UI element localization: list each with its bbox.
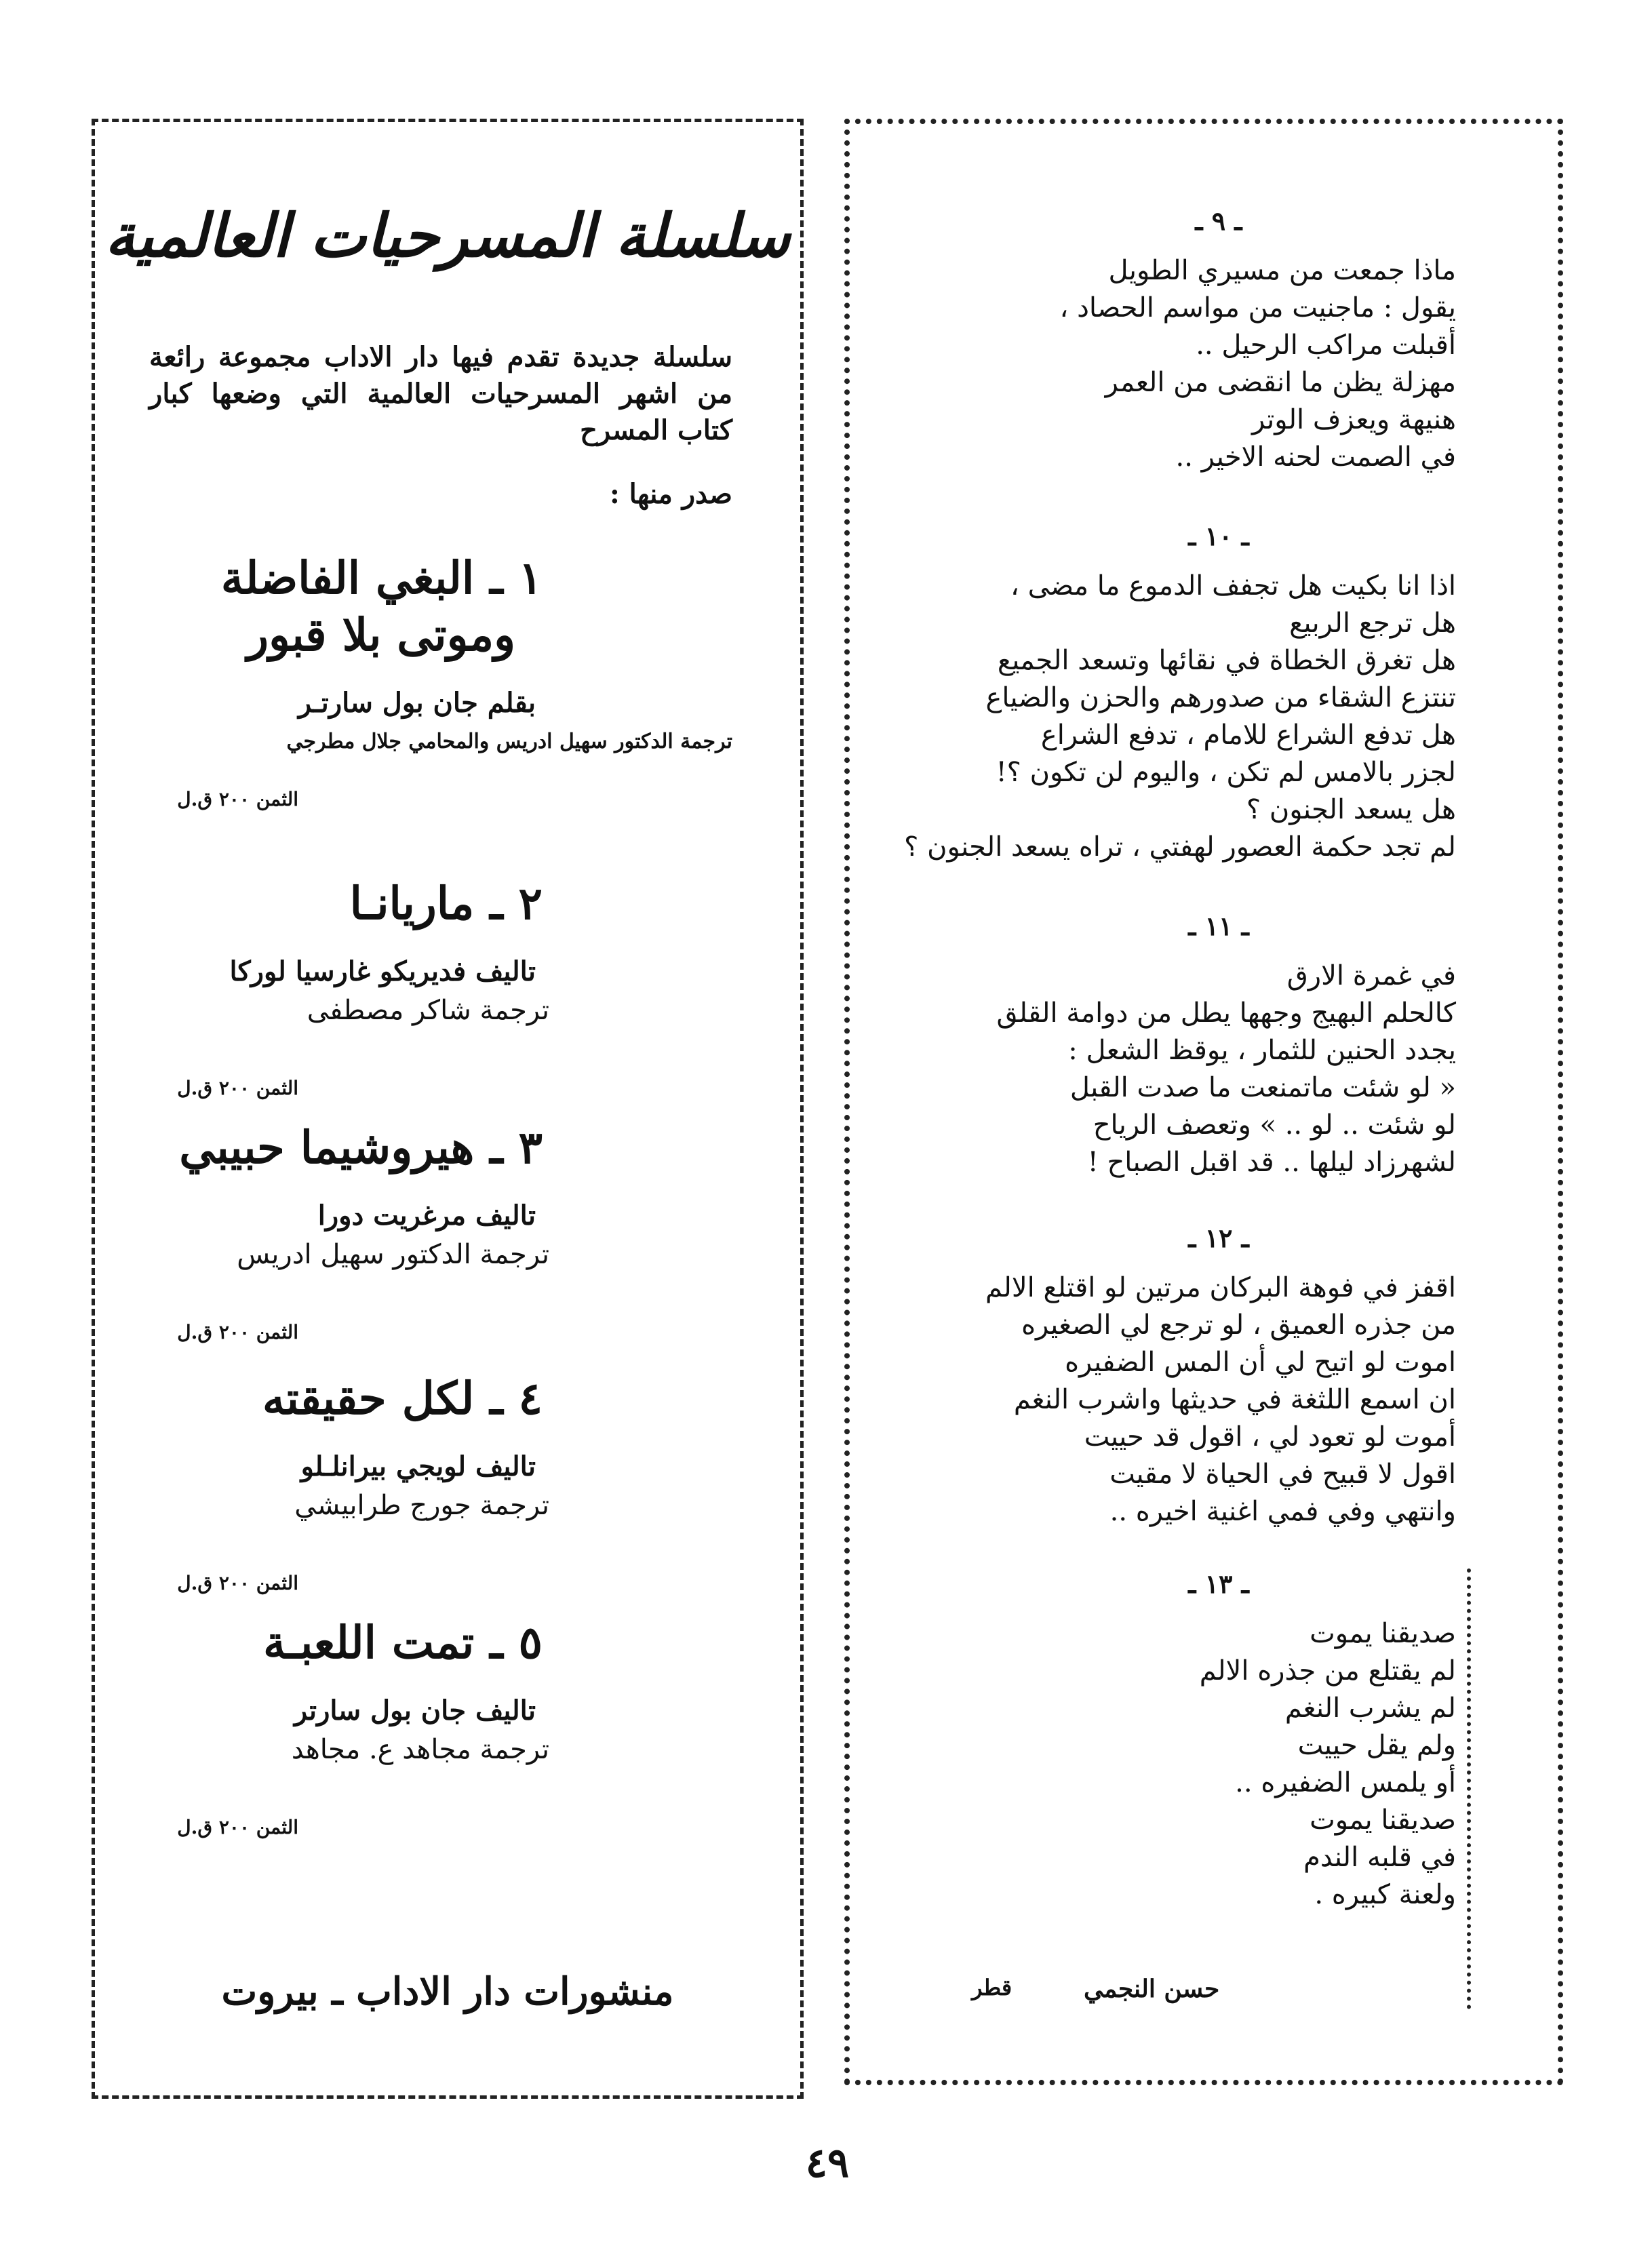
book-price: الثمن ٢٠٠ ق.ل xyxy=(177,1572,298,1594)
book-author: تاليف لويجي بيرانلـلو xyxy=(300,1450,536,1482)
poem-line: صديقنا يموت xyxy=(1310,1618,1456,1649)
poem-line: هل تغرق الخطاة في نقائها وتسعد الجميع xyxy=(997,645,1456,676)
poem-line: هل ترجع الربيع xyxy=(1289,608,1456,639)
poem-line: هل يسعد الجنون ؟ xyxy=(1246,794,1456,825)
page-number: ٤٩ xyxy=(805,2139,850,2187)
poem-signature xyxy=(850,1975,1558,2015)
poem-line: هل تدفع الشراع للامام ، تدفع الشراع xyxy=(1040,719,1456,751)
poem-line: أو يلمس الضفيره .. xyxy=(1235,1767,1456,1798)
poem-line: يقول : ماجنيت من مواسم الحصاد ، xyxy=(1059,292,1456,323)
stanza-9 xyxy=(900,205,1456,476)
book-title: ٢ ـ ماريانـا xyxy=(349,877,543,930)
poem-line: كالحلم البهيج وجهها يطل من دوامة القلق xyxy=(996,998,1456,1029)
publisher-line: منشورات دار الاداب ـ بيروت xyxy=(221,1969,674,2014)
dotted-divider xyxy=(1467,1568,1471,2009)
stanza-number: ـ ٩ ـ xyxy=(1195,205,1242,236)
stanza-number: ـ ١٣ ـ xyxy=(1188,1568,1249,1599)
poem-line: من جذره العميق ، لو ترجع لي الصغيره xyxy=(1021,1309,1456,1341)
issued-label: صدر منها : xyxy=(609,478,732,510)
book-title: ٥ ـ تمت اللعبـة xyxy=(263,1616,543,1669)
book-entry-5 xyxy=(149,1614,732,1838)
poem-line: ولعنة كبيره . xyxy=(1314,1879,1456,1910)
book-entry-1 xyxy=(149,549,732,810)
poem-line: أقبلت مراكب الرحيل .. xyxy=(1196,330,1456,361)
poem-line: في غمرة الارق xyxy=(1286,960,1456,991)
poem-line: أموت لو تعود لي ، اقول قد حييت xyxy=(1084,1421,1456,1453)
book-translator: ترجمة جورج طرابيشي xyxy=(294,1490,549,1521)
poem-line: لو شئت .. لو .. » وتعصف الرياح xyxy=(1093,1109,1456,1141)
poem-line: ماذا جمعت من مسيري الطويل xyxy=(1108,255,1456,286)
book-author: بقلم جان بول سارتـر xyxy=(298,687,536,719)
book-entry-3 xyxy=(149,1119,732,1343)
stanza-10 xyxy=(900,521,1456,866)
poem-line: وانتهي وفي فمي اغنية اخيره .. xyxy=(1109,1496,1456,1527)
book-translator: ترجمة الدكتور سهيل ادريس xyxy=(237,1239,549,1270)
poem-line: في قلبه الندم xyxy=(1303,1842,1456,1873)
series-intro: سلسلة جديدة تقدم فيها دار الاداب مجموعة رائعة من اشهر المسرحيات العالمية التي وضعها كبار كتاب المسرح xyxy=(149,341,732,446)
book-translator: ترجمة الدكتور سهيل ادريس والمحامي جلال مطرجي xyxy=(286,730,732,753)
poem-line: ان اسمع اللثغة في حديثها واشرب النغم xyxy=(1013,1384,1456,1415)
poem-line: اقفز في فوهة البركان مرتين لو اقتلع الالم xyxy=(985,1272,1456,1303)
book-entry-2 xyxy=(149,875,732,1099)
book-author: تاليف جان بول سارتر xyxy=(294,1695,536,1726)
stanza-11 xyxy=(900,911,1456,1181)
stanza-12 xyxy=(900,1223,1456,1531)
book-title: ٤ ـ لكل حقيقته xyxy=(262,1372,543,1425)
book-price: الثمن ٢٠٠ ق.ل xyxy=(177,1321,298,1343)
poem-line: لم يشرب النغم xyxy=(1284,1693,1456,1724)
poet-name: حسن النجمي xyxy=(1084,1975,1220,2003)
book-price: الثمن ٢٠٠ ق.ل xyxy=(177,1077,298,1099)
poem-line: هنيهة ويعزف الوتر xyxy=(1252,404,1456,435)
series-title: سلسلة المسرحيات العالمية xyxy=(104,200,791,271)
poem-panel xyxy=(844,119,1563,2085)
poem-line: لم تجد حكمة العصور لهفتي ، تراه يسعد الجنون ؟ xyxy=(904,831,1456,863)
book-title: ٣ ـ هيروشيما حبيبي xyxy=(179,1121,543,1174)
poet-location: قطر xyxy=(972,1975,1012,2000)
book-entry-4 xyxy=(149,1370,732,1594)
book-translator: ترجمة شاكر مصطفى xyxy=(307,995,549,1026)
series-advertisement xyxy=(92,119,804,2099)
stanza-number: ـ ١١ ـ xyxy=(1188,911,1249,941)
stanza-13 xyxy=(900,1568,1456,1914)
poem-line: مهزلة يظن ما انقضى من العمر xyxy=(1105,367,1456,398)
poem-line: تنتزع الشقاء من صدورهم والحزن والضياع xyxy=(985,682,1456,713)
poem-line: ولم يقل حييت xyxy=(1297,1730,1456,1761)
book-author: تاليف فديريكو غارسيا لوركا xyxy=(229,955,536,987)
poem-line: « لو شئت ماتمنعت ما صدت القبل xyxy=(1069,1072,1456,1103)
poem-line: صديقنا يموت xyxy=(1310,1804,1456,1836)
book-title: ١ ـ البغي الفاضلة xyxy=(220,551,543,604)
stanza-number: ـ ١٢ ـ xyxy=(1188,1223,1249,1253)
poem-line: في الصمت لحنه الاخير .. xyxy=(1175,441,1456,473)
book-price: الثمن ٢٠٠ ق.ل xyxy=(177,788,298,810)
book-author: تاليف مرغريت دورا xyxy=(317,1200,536,1231)
poem-line: لجزر بالامس لم تكن ، واليوم لن تكون ؟! xyxy=(996,757,1456,788)
book-price: الثمن ٢٠٠ ق.ل xyxy=(177,1816,298,1838)
poem-line: اذا انا بكيت هل تجفف الدموع ما مضى ، xyxy=(1010,570,1456,601)
poem-line: لشهرزاد ليلها .. قد اقبل الصباح ! xyxy=(1087,1147,1456,1178)
poem-line: يجدد الحنين للثمار ، يوقظ الشعل : xyxy=(1068,1035,1456,1066)
poem-line: لم يقتلع من جذره الالم xyxy=(1199,1655,1456,1686)
stanza-number: ـ ١٠ ـ xyxy=(1188,521,1249,551)
book-translator: ترجمة مجاهد ع. مجاهد xyxy=(291,1734,549,1765)
poem-line: اقول لا قبيح في الحياة لا مقيت xyxy=(1109,1459,1456,1490)
poem-line: اموت لو اتيح لي أن المس الضفيره xyxy=(1065,1347,1456,1378)
book-title-continued: وموتى بلا قبور xyxy=(247,608,515,661)
